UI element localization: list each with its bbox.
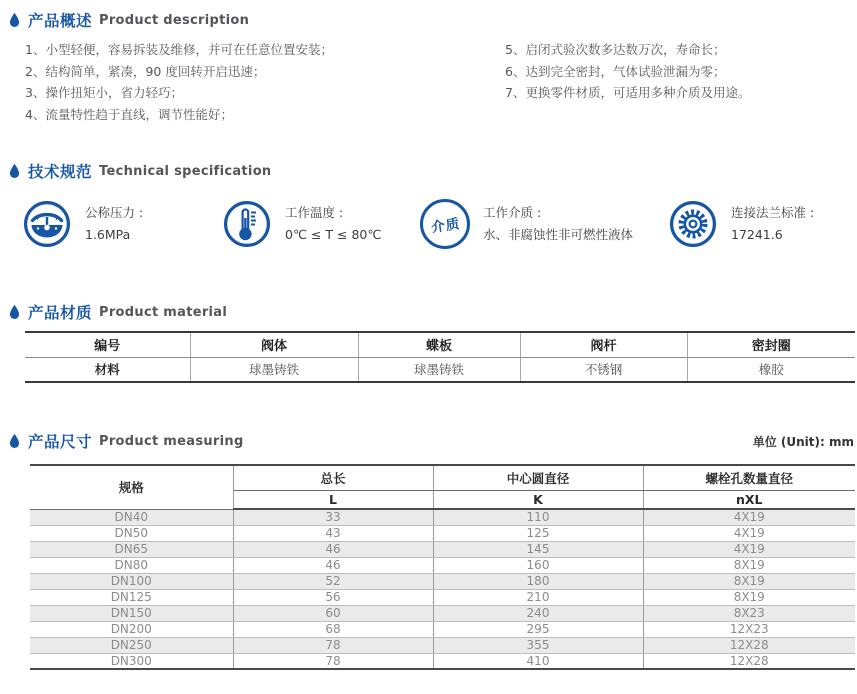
nxl-cell: 12X28 — [729, 653, 769, 668]
k-cell: 210 — [433, 589, 643, 605]
k-cell: 180 — [433, 573, 643, 589]
spec-item-pressure — [22, 199, 222, 249]
drop-icon — [8, 304, 21, 321]
nxl-cell: 12X28 — [643, 637, 855, 653]
l-cell: 52 — [233, 573, 433, 589]
spec-cell: DN100 — [30, 573, 233, 589]
spec-item-temperature — [222, 199, 420, 249]
spec-item-medium — [420, 199, 668, 249]
spec-item-flange-standard — [668, 199, 814, 249]
spec-column-header: 规格 — [30, 465, 233, 509]
measuring-table — [30, 464, 855, 670]
l-cell: 33 — [233, 509, 433, 525]
table-row — [30, 573, 855, 589]
spec-cell: DN65 — [30, 541, 233, 557]
l-cell: 78 — [233, 653, 433, 669]
spec-text — [731, 202, 814, 246]
measuring-section-header — [8, 431, 244, 451]
nxl-cell: 4X19 — [643, 541, 855, 557]
l-cell: 60 — [233, 605, 433, 621]
sub-header-cell: K — [433, 490, 643, 509]
k-cell: 125 — [433, 525, 643, 541]
table-row — [30, 637, 855, 653]
spec-cell: DN200 — [30, 621, 233, 637]
sub-header-cell: L — [233, 490, 433, 509]
list-item: 5、启闭式验次数多达数万次，寿命长； — [505, 42, 726, 57]
overview-section-header — [8, 10, 857, 30]
section-measuring — [0, 431, 857, 670]
measuring-title-en: Product measuring — [99, 433, 244, 449]
table-row — [30, 509, 855, 525]
k-cell: 240 — [433, 605, 643, 621]
material-cell: 橡胶 — [758, 362, 784, 378]
material-header-row — [25, 332, 855, 357]
overview-list-right — [505, 39, 857, 125]
drop-icon — [8, 163, 21, 180]
overview-title-zh: 产品概述 — [28, 12, 93, 30]
spec-label: 连接法兰标准 : — [731, 205, 815, 220]
group-header-cell: 总长 — [233, 465, 433, 490]
material-table — [25, 331, 855, 383]
section-tech-spec — [0, 161, 857, 249]
list-item: 4、流量特性趋于直线，调节性能好； — [25, 106, 233, 122]
drop-icon — [8, 12, 21, 29]
nxl-cell: 4X19 — [643, 525, 855, 541]
l-cell: 78 — [233, 637, 433, 653]
table-row — [30, 557, 855, 573]
spec-text — [85, 202, 143, 246]
l-cell: 43 — [233, 525, 433, 541]
table-row — [30, 541, 855, 557]
nxl-cell: 8X23 — [643, 605, 855, 621]
tech-spec-section-header — [8, 161, 857, 181]
spec-value: 0℃ ≤ T ≤ 80℃ — [285, 227, 382, 242]
material-data-row — [25, 357, 855, 382]
measuring-header-row — [8, 431, 854, 451]
thermometer-icon — [222, 199, 272, 249]
drop-icon — [8, 433, 21, 450]
material-row-label: 材料 — [25, 357, 190, 382]
list-item: 1、小型轻便，容易拆装及维修，并可在任意位置安装； — [25, 42, 333, 57]
flange-gear-icon — [668, 199, 718, 249]
l-cell: 68 — [233, 621, 433, 637]
medium-icon — [420, 199, 470, 249]
nxl-cell: 12X23 — [643, 621, 855, 637]
overview-title-en: Product description — [99, 12, 250, 28]
material-header-cell: 蝶板 — [358, 332, 520, 357]
spec-value: 1.6MPa — [85, 227, 131, 242]
nxl-cell: 4X19 — [643, 509, 855, 525]
pressure-gauge-icon — [22, 199, 72, 249]
k-cell: 355 — [433, 637, 643, 653]
nxl-cell: 8X19 — [643, 589, 855, 605]
group-header-cell: 中心圆直径 — [433, 465, 643, 490]
spec-text — [285, 202, 381, 246]
measuring-group-header-row — [30, 465, 855, 490]
l-cell: 46 — [233, 557, 433, 573]
table-row — [30, 621, 855, 637]
material-section-header — [8, 302, 857, 322]
l-cell: 56 — [233, 589, 433, 605]
material-cell: 不锈钢 — [520, 357, 687, 382]
list-item: 3、操作扭矩小，省力轻巧； — [25, 85, 183, 100]
spec-label: 公称压力 : — [85, 205, 144, 220]
k-cell: 160 — [433, 557, 643, 573]
spec-label: 工作温度 : — [285, 205, 344, 220]
measuring-title-zh: 产品尺寸 — [28, 433, 93, 451]
l-cell: 46 — [233, 541, 433, 557]
k-cell: 145 — [433, 541, 643, 557]
spec-cell: DN300 — [30, 653, 233, 669]
group-header-cell: 螺栓孔数量直径 — [643, 465, 855, 490]
list-item: 7、更换零件材质，可适用多种介质及用途。 — [505, 85, 751, 100]
overview-lists — [25, 39, 857, 125]
material-header-cell: 阀杆 — [520, 332, 687, 357]
k-cell: 410 — [433, 653, 643, 669]
table-row — [30, 653, 855, 669]
material-cell: 球墨铸铁 — [190, 357, 358, 382]
nxl-cell: 8X19 — [643, 573, 855, 589]
spec-cell: DN250 — [30, 637, 233, 653]
overview-list-left — [25, 39, 505, 125]
unit-note: 单位 (Unit): mm — [752, 435, 854, 449]
section-overview — [0, 10, 857, 125]
material-title-en: Product material — [99, 304, 228, 320]
k-cell: 110 — [433, 509, 643, 525]
table-row — [30, 605, 855, 621]
spec-cell: DN125 — [30, 589, 233, 605]
table-row — [30, 589, 855, 605]
spec-label: 工作介质 : — [483, 205, 542, 220]
material-header-cell: 阀体 — [190, 332, 358, 357]
list-item: 6、达到完全密封，气体试验泄漏为零； — [505, 63, 726, 79]
spec-cell: DN80 — [30, 557, 233, 573]
list-item: 2、结构简单，紧凑，90 度回转开启迅速； — [25, 63, 266, 79]
k-cell: 295 — [433, 621, 643, 637]
spec-text — [483, 202, 633, 246]
material-title-zh: 产品材质 — [28, 304, 93, 322]
tech-spec-title-en: Technical specification — [99, 163, 272, 179]
spec-value: 17241.6 — [731, 227, 783, 242]
material-header-cell: 密封圈 — [687, 332, 855, 357]
spec-cell: DN150 — [30, 605, 233, 621]
medium-icon-text: 介质 — [429, 216, 461, 236]
sub-header-cell: nXL — [643, 490, 855, 509]
spec-cell: DN50 — [30, 525, 233, 541]
spec-cell: DN40 — [30, 509, 233, 525]
tech-specs-row — [22, 199, 857, 249]
nxl-cell: 8X19 — [643, 557, 855, 573]
table-row — [30, 525, 855, 541]
tech-spec-title-zh: 技术规范 — [28, 163, 93, 181]
material-cell: 球墨铸铁 — [358, 357, 520, 382]
section-material — [0, 302, 857, 383]
material-header-cell: 编号 — [25, 332, 190, 357]
spec-value: 水、非腐蚀性非可燃性液体 — [483, 227, 634, 242]
